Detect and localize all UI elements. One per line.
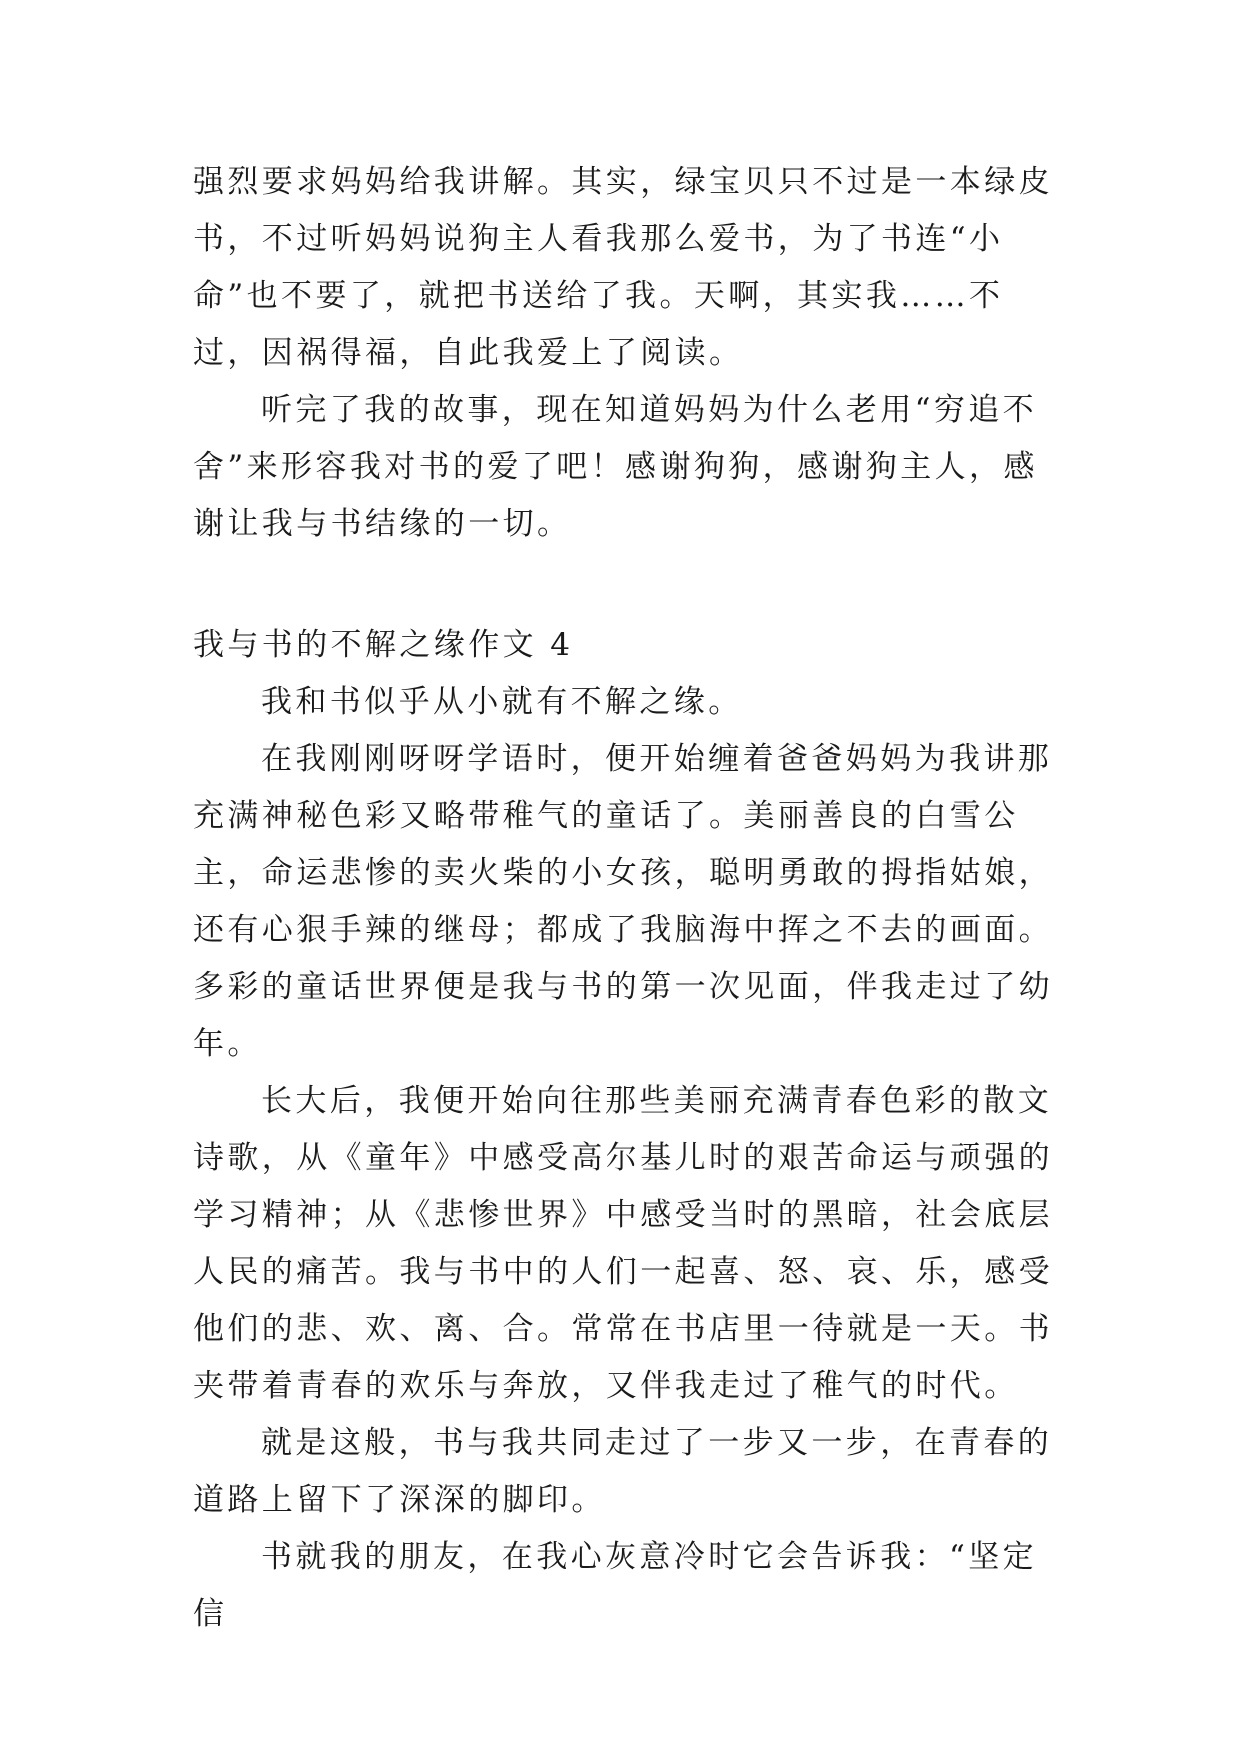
section-heading: 我与书的不解之缘作文 4 [193,627,574,663]
paragraph-continued: 强烈要求妈妈给我讲解。其实，绿宝贝只不过是一本绿皮书，不过听妈妈说狗主人看我那么爱书，为了书连“小命”也不要了，就把书送给了我。天啊，其实我……不过，因祸得福，自此我爱上了阅读。 [193,164,1053,371]
section [193,617,1055,1643]
body-text-top [193,154,1055,553]
paragraph-friend: 书就我的朋友，在我心灰意冷时它会告诉我：“坚定信 [193,1539,1038,1632]
paragraph-intro: 我和书似乎从小就有不解之缘。 [261,684,743,720]
paragraph-closing: 听完了我的故事，现在知道妈妈为什么老用“穷追不舍”来形容我对书的爱了吧！感谢狗狗，感谢狗主人，感谢让我与书结缘的一切。 [193,392,1038,542]
paragraph-journey: 就是这般，书与我共同走过了一步又一步，在青春的道路上留下了深深的脚印。 [193,1425,1053,1518]
paragraph-childhood: 在我刚刚呀呀学语时，便开始缠着爸爸妈妈为我讲那充满神秘色彩又略带稚气的童话了。美丽善良的白雪公主，命运悲惨的卖火柴的小女孩，聪明勇敢的拇指姑娘，还有心狠手辣的继母；都成了我脑海中挥之不去的画面。多彩的童话世界便是我与书的第一次见面，伴我走过了幼年。 [193,741,1053,1062]
paragraph-youth: 长大后，我便开始向往那些美丽充满青春色彩的散文诗歌，从《童年》中感受高尔基儿时的艰苦命运与顽强的学习精神；从《悲惨世界》中感受当时的黑暗，社会底层人民的痛苦。我与书中的人们一起喜、怒、哀、乐，感受他们的悲、欢、离、合。常常在书店里一待就是一天。书夹带着青春的欢乐与奔放，又伴我走过了稚气的时代。 [193,1083,1053,1404]
